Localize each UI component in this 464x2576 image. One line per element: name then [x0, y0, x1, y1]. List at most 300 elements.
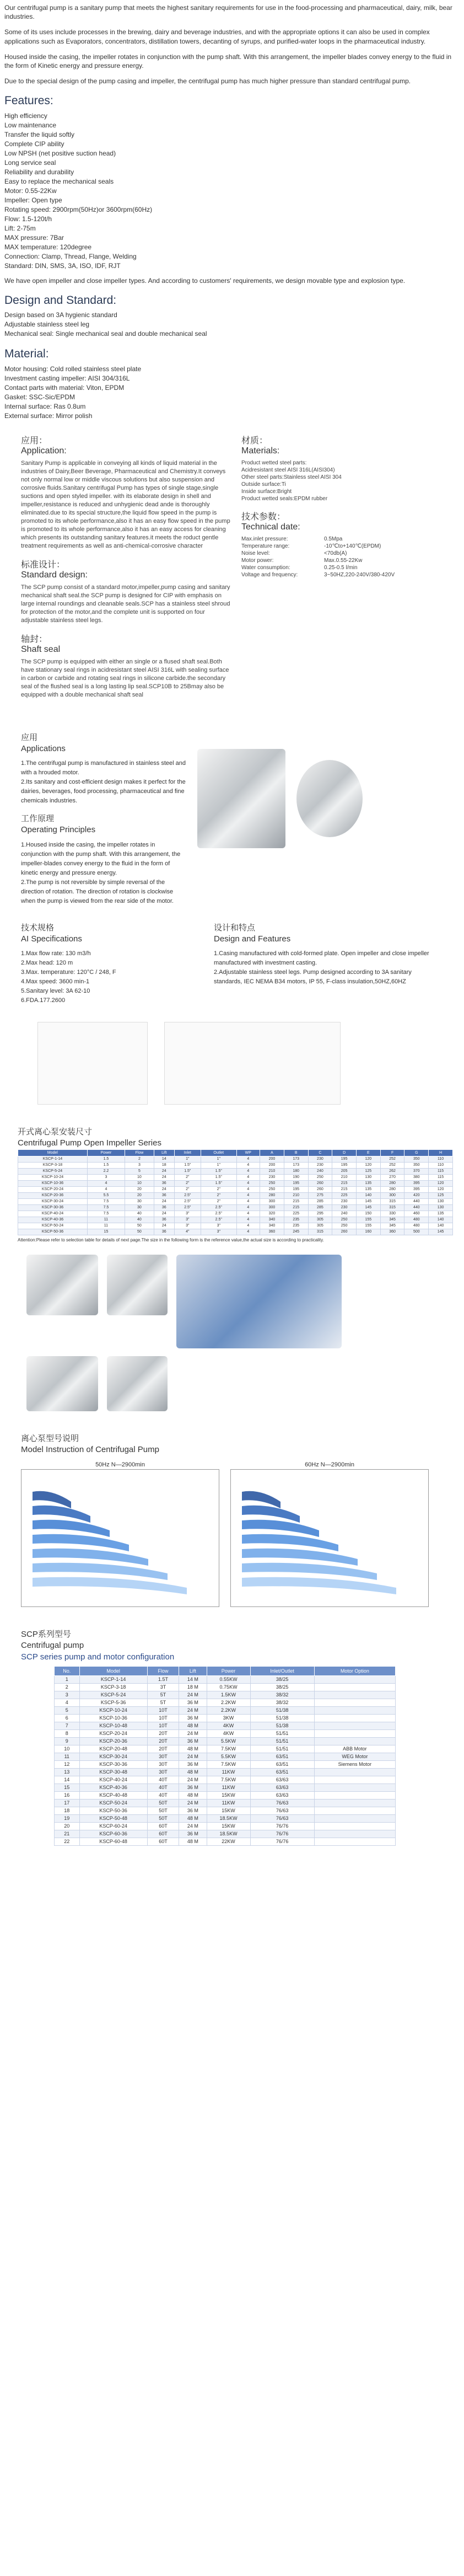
- table-cell: 195: [284, 1186, 308, 1192]
- material-spec-item: Product wetted steel parts:: [241, 459, 307, 466]
- table-cell: KSCP-60-36: [79, 1830, 147, 1838]
- table-cell: 48 M: [179, 1745, 207, 1753]
- table-cell: KSCP-50-24: [79, 1800, 147, 1807]
- table-row: [18, 1168, 453, 1174]
- table-cell: 30: [125, 1204, 154, 1211]
- table-cell: 2.5": [201, 1211, 236, 1217]
- table-cell: 370: [404, 1168, 429, 1174]
- table-cell: 225: [284, 1211, 308, 1217]
- table-cell: 315: [308, 1229, 332, 1235]
- operating-list: [21, 840, 186, 906]
- design-features-list: [214, 949, 434, 987]
- table-cell: 12: [55, 1761, 80, 1769]
- table-cell: 173: [284, 1162, 308, 1168]
- table-cell: 13: [55, 1769, 80, 1776]
- table-cell: 17: [55, 1800, 80, 1807]
- table-cell: 4: [55, 1699, 80, 1707]
- table-row: [55, 1838, 396, 1846]
- table-cell: 250: [260, 1180, 284, 1186]
- table-header-cell: A: [260, 1149, 284, 1156]
- table-cell: [314, 1707, 395, 1715]
- table-cell: KSCP-10-36: [79, 1715, 147, 1722]
- table-cell: KSCP-30-24: [79, 1753, 147, 1761]
- table-row: [55, 1776, 396, 1784]
- table-cell: 1.5T: [147, 1676, 179, 1684]
- material-item: Contact parts with material: Viton, EPDM: [4, 383, 125, 392]
- table-cell: 10: [125, 1174, 154, 1180]
- table-cell: 440: [404, 1204, 429, 1211]
- table-cell: 1.5": [174, 1162, 201, 1168]
- applications-heading-cn: 应用: [21, 732, 38, 742]
- curve-60hz-label: 60Hz N—2900min: [305, 1461, 354, 1469]
- shaft-text: The SCP pump is equipped with either an single or a flused shaft seal.Both have stationary seal rings in acidresistant steel AISI 316L with sealing surface in carbon or carbide and rotating seal rings in silicone carbide.the secondary seal of the flushed seal is a long lasting lip seal.SCP10B to 25Bmay also be equipped with a double mechanical shaft seal: [21, 658, 229, 698]
- specs-heading-cn: 技术规格: [21, 923, 55, 933]
- table-cell: 7.5KW: [207, 1776, 250, 1784]
- tech-row: [241, 550, 451, 557]
- table-cell: 36 M: [179, 1807, 207, 1815]
- table-cell: 395: [404, 1186, 429, 1192]
- table-cell: 110: [429, 1156, 453, 1162]
- table-cell: 20T: [147, 1745, 179, 1753]
- table-cell: KSCP-40-36: [79, 1784, 147, 1792]
- pump-photo: [107, 1255, 168, 1315]
- pump-photo: [197, 749, 285, 848]
- table-row: [18, 1217, 453, 1223]
- table-cell: 120: [357, 1156, 381, 1162]
- table-cell: 7.5KW: [207, 1745, 250, 1753]
- table-cell: 4: [236, 1223, 260, 1229]
- tech-cell: 0.25-0.5 l/min: [324, 564, 358, 571]
- table-cell: 245: [284, 1229, 308, 1235]
- table-row: [18, 1204, 453, 1211]
- table-cell: 240: [308, 1168, 332, 1174]
- table-cell: 140: [429, 1223, 453, 1229]
- table-cell: 7.5: [87, 1204, 125, 1211]
- table-cell: 1.5": [201, 1174, 236, 1180]
- table-cell: 50T: [147, 1800, 179, 1807]
- table-cell: 315: [380, 1198, 404, 1204]
- material-item: External surface: Mirror polish: [4, 411, 93, 420]
- table-cell: [314, 1699, 395, 1707]
- table-header-cell: Power: [207, 1666, 250, 1675]
- table-cell: 340: [260, 1217, 284, 1223]
- table-cell: 252: [380, 1156, 404, 1162]
- table-cell: 1": [201, 1156, 236, 1162]
- feature-item: Standard: DIN, SMS, 3A, ISO, IDF, RJT: [4, 261, 121, 270]
- table1-note: Attention:Please refer to selection table for details of next page.The size in the following form is the reference value,the actual size is according to practicality.: [18, 1237, 324, 1243]
- table-cell: 210: [332, 1174, 357, 1180]
- table-cell: 4: [236, 1156, 260, 1162]
- table-cell: 4: [236, 1174, 260, 1180]
- feature-item: High efficiency: [4, 111, 47, 120]
- design-item: Design based on 3A hygienic standard: [4, 311, 117, 319]
- table-row: [55, 1792, 396, 1800]
- table-cell: 145: [357, 1198, 381, 1204]
- table-cell: 195: [332, 1156, 357, 1162]
- table-cell: 420: [404, 1192, 429, 1198]
- material-list: [4, 365, 454, 421]
- table-cell: 2": [201, 1186, 236, 1192]
- table-cell: KSCP-20-48: [79, 1745, 147, 1753]
- operating-item: 2.The pump is not reversible by simple reversal of the direction of rotation. The direction of rotation is clockwise when the pump is viewed from the rear side of the motor.: [21, 879, 174, 904]
- table-cell: 225: [332, 1192, 357, 1198]
- curve-band: [242, 1577, 396, 1594]
- table-cell: 0.55KW: [207, 1676, 250, 1684]
- table-cell: 15: [87, 1229, 125, 1235]
- table-cell: KSCP-40-24: [18, 1211, 88, 1217]
- table-row: [55, 1753, 396, 1761]
- specs2-section: [4, 923, 454, 1006]
- table-cell: 48 M: [179, 1815, 207, 1823]
- tech-row: [241, 564, 451, 571]
- table-cell: 1.5: [87, 1162, 125, 1168]
- table-cell: KSCP-10-24: [79, 1707, 147, 1715]
- design-feature-item: 1.Casing manufactured with cold-formed plate. Open impeller and close impeller manufactured with investment casting.: [214, 950, 429, 967]
- operating-heading-cn: 工作原理: [21, 814, 55, 824]
- table-cell: 36: [154, 1192, 174, 1198]
- impeller-photo: [296, 760, 363, 837]
- table-cell: 11KW: [207, 1800, 250, 1807]
- table-header-row: [55, 1666, 396, 1675]
- table-cell: 240: [332, 1211, 357, 1217]
- design-features-heading-cn: 设计和特点: [214, 923, 256, 933]
- table2-title-cn: SCP系列型号: [21, 1630, 71, 1640]
- table-row: [55, 1807, 396, 1815]
- table-cell: 300: [380, 1192, 404, 1198]
- spec-item: 2.Max head: 120 m: [21, 960, 73, 967]
- table-cell: [314, 1722, 395, 1730]
- material-heading: Material:: [4, 347, 49, 361]
- table-cell: ABB Motor: [314, 1745, 395, 1753]
- materials-list: [241, 459, 451, 502]
- table-cell: 60T: [147, 1823, 179, 1830]
- table-cell: 300: [260, 1204, 284, 1211]
- table-cell: 2": [174, 1174, 201, 1180]
- table-cell: 262: [380, 1168, 404, 1174]
- intro-paragraph: Due to the special design of the pump casing and impeller, the centrifugal pump has much higher pressure than standard centrifugal pump.: [4, 77, 411, 85]
- table-cell: 280: [380, 1180, 404, 1186]
- table-cell: 150: [357, 1211, 381, 1217]
- table-cell: 3: [125, 1162, 154, 1168]
- spec-section: [4, 436, 454, 699]
- table-cell: 40T: [147, 1784, 179, 1792]
- table-header-cell: D: [332, 1149, 357, 1156]
- photos-row-2: [26, 1356, 454, 1411]
- feature-item: Low maintenance: [4, 121, 57, 129]
- table-cell: 195: [284, 1180, 308, 1186]
- table-cell: 280: [260, 1192, 284, 1198]
- table-row: [18, 1162, 453, 1168]
- feature-item: Easy to replace the mechanical seals: [4, 177, 114, 185]
- feature-item: MAX pressure: 7Bar: [4, 233, 64, 242]
- pump-photo: [26, 1356, 98, 1411]
- table-cell: 22KW: [207, 1838, 250, 1846]
- table-row: [55, 1722, 396, 1730]
- table-cell: 51/38: [250, 1715, 314, 1722]
- table-cell: 18: [55, 1807, 80, 1815]
- table-header-cell: No.: [55, 1666, 80, 1675]
- pump-photo: [107, 1356, 168, 1411]
- table-cell: 2: [125, 1156, 154, 1162]
- design-heading: Design and Standard:: [4, 293, 117, 307]
- table-cell: 173: [284, 1156, 308, 1162]
- table-cell: 3KW: [207, 1715, 250, 1722]
- design-item: Mechanical seal: Single mechanical seal and double mechanical seal: [4, 330, 207, 338]
- design-feature-item: 2.Adjustable stainless steel legs. Pump designed according to 3A sanitary standards, IEC NEMA B34 motors, IP 55, F-class insulation,50HZ,60HZ: [214, 969, 412, 986]
- table-cell: KSCP-40-36: [18, 1217, 88, 1223]
- spec-right-column: [241, 436, 451, 699]
- table-header-cell: H: [429, 1149, 453, 1156]
- material-item: Gasket: SSC-Sic/EPDM: [4, 393, 75, 401]
- table-cell: 270: [380, 1174, 404, 1180]
- table-cell: 18 M: [179, 1684, 207, 1691]
- table-cell: 14: [154, 1156, 174, 1162]
- table-cell: 11KW: [207, 1769, 250, 1776]
- table-cell: 0.75KW: [207, 1684, 250, 1691]
- table-cell: KSCP-20-36: [79, 1738, 147, 1745]
- table-cell: 3: [87, 1174, 125, 1180]
- standard-heading: Standard design:: [21, 570, 88, 580]
- table-cell: 3": [174, 1223, 201, 1229]
- table-cell: 51/51: [250, 1738, 314, 1745]
- tech-cell: Voltage and frequency:: [241, 571, 298, 578]
- table-row: [55, 1691, 396, 1699]
- table-cell: 1.5KW: [207, 1691, 250, 1699]
- table-cell: 24 M: [179, 1776, 207, 1784]
- table-cell: 51/51: [250, 1745, 314, 1753]
- table-cell: 215: [284, 1204, 308, 1211]
- spec-item: 3.Max. temperature: 120°C / 248, F: [21, 969, 116, 976]
- table-cell: 36 M: [179, 1784, 207, 1792]
- table-cell: 230: [308, 1162, 332, 1168]
- table-cell: 16: [55, 1792, 80, 1800]
- table-cell: 24: [154, 1174, 174, 1180]
- table-row: [55, 1676, 396, 1684]
- table-cell: 260: [308, 1180, 332, 1186]
- table-cell: 6: [55, 1715, 80, 1722]
- table-header-cell: Model: [79, 1666, 147, 1675]
- table-cell: 120: [357, 1162, 381, 1168]
- table-cell: 1: [55, 1676, 80, 1684]
- table-cell: KSCP-10-24: [18, 1174, 88, 1180]
- table-header-row: [18, 1149, 453, 1156]
- table-cell: 76/63: [250, 1815, 314, 1823]
- table-row: [18, 1192, 453, 1198]
- table-cell: 1.5": [174, 1168, 201, 1174]
- intro-paragraph: Our centrifugal pump is a sanitary pump that meets the highest sanitary requirements for use in the food-processing and pharmaceutical, dairy, milk, bear industries.: [4, 4, 452, 21]
- table-cell: 285: [308, 1198, 332, 1204]
- feature-item: Low NPSH (net positive suction head): [4, 149, 116, 157]
- table-cell: 345: [380, 1217, 404, 1223]
- table-row: [18, 1156, 453, 1162]
- table-cell: 4: [236, 1217, 260, 1223]
- operating-heading: Operating Principles: [21, 825, 96, 835]
- table-row: [18, 1180, 453, 1186]
- table-cell: [314, 1815, 395, 1823]
- table-cell: 2.2KW: [207, 1699, 250, 1707]
- design-list: [4, 310, 454, 339]
- table1-section: [4, 1127, 454, 1244]
- table-header-cell: E: [357, 1149, 381, 1156]
- design-item: Adjustable stainless steel leg: [4, 320, 90, 329]
- table-cell: 76/63: [250, 1800, 314, 1807]
- table-cell: 4: [236, 1198, 260, 1204]
- pump-photo: [26, 1255, 98, 1315]
- applications-heading: Applications: [21, 743, 66, 753]
- table-cell: 14 M: [179, 1676, 207, 1684]
- table-cell: 24 M: [179, 1823, 207, 1830]
- table-cell: 480: [404, 1223, 429, 1229]
- material-item: Investment casting impeller: AISI 304/316L: [4, 374, 130, 382]
- table1-title-cn: 开式离心泵安装尺寸: [18, 1127, 93, 1137]
- table-cell: 2.5": [174, 1192, 201, 1198]
- table-cell: 38/25: [250, 1676, 314, 1684]
- config-table: [54, 1666, 396, 1846]
- feature-item: MAX temperature: 120degree: [4, 243, 92, 251]
- table-cell: KSCP-20-24: [79, 1730, 147, 1738]
- table-cell: 20: [125, 1192, 154, 1198]
- table-cell: 48 M: [179, 1769, 207, 1776]
- table-cell: 38/25: [250, 1684, 314, 1691]
- application-heading-cn: 应用：: [21, 436, 48, 446]
- table-cell: 250: [260, 1186, 284, 1192]
- table-cell: [314, 1684, 395, 1691]
- design-features-heading: Design and Features: [214, 934, 291, 944]
- table-cell: 252: [380, 1162, 404, 1168]
- table-header-cell: Flow: [147, 1666, 179, 1675]
- table-cell: KSCP-20-36: [18, 1192, 88, 1198]
- features-list: [4, 111, 454, 271]
- table-row: [55, 1684, 396, 1691]
- table-cell: KSCP-1-14: [79, 1676, 147, 1684]
- table-cell: 125: [357, 1168, 381, 1174]
- table-cell: 24: [154, 1186, 174, 1192]
- table-cell: 20: [55, 1823, 80, 1830]
- table-cell: 14: [55, 1776, 80, 1784]
- table-cell: 30T: [147, 1761, 179, 1769]
- table-header-cell: G: [404, 1149, 429, 1156]
- table-cell: 48 M: [179, 1792, 207, 1800]
- tech-row: [241, 571, 451, 579]
- table-cell: KSCP-20-24: [18, 1186, 88, 1192]
- table-cell: 395: [404, 1180, 429, 1186]
- table-cell: 320: [260, 1211, 284, 1217]
- curve-chart-50hz: [21, 1469, 219, 1607]
- table-cell: 350: [404, 1156, 429, 1162]
- table-cell: WEG Motor: [314, 1753, 395, 1761]
- table-cell: 4: [236, 1180, 260, 1186]
- application-item: 2.Its sanitary and cost-efficient design makes it perfect for the dairies, beverages, food processing, pharmaceutical and fine chemicals industries.: [21, 779, 186, 805]
- applications-section: [4, 732, 454, 906]
- table-cell: 19: [55, 1815, 80, 1823]
- table-cell: 4: [236, 1192, 260, 1198]
- table-header-cell: Model: [18, 1149, 88, 1156]
- table-cell: 24 M: [179, 1800, 207, 1807]
- table-cell: 7.5: [87, 1198, 125, 1204]
- table-cell: 125: [429, 1192, 453, 1198]
- table-cell: 200: [260, 1156, 284, 1162]
- table-cell: 76/63: [250, 1807, 314, 1815]
- table-cell: 1.5": [201, 1180, 236, 1186]
- tech-list: [241, 535, 451, 579]
- table-header-cell: F: [380, 1149, 404, 1156]
- table-cell: 20: [125, 1186, 154, 1192]
- table-cell: 115: [429, 1168, 453, 1174]
- table-cell: [314, 1769, 395, 1776]
- table-cell: [314, 1823, 395, 1830]
- table-row: [55, 1707, 396, 1715]
- table-cell: 22: [55, 1838, 80, 1846]
- table-cell: 51/51: [250, 1730, 314, 1738]
- table-cell: 10: [55, 1745, 80, 1753]
- table-cell: 2": [201, 1192, 236, 1198]
- parameter-table: [18, 1149, 453, 1235]
- table-cell: 11: [87, 1223, 125, 1229]
- table-cell: 15: [55, 1784, 80, 1792]
- table-cell: KSCP-50-24: [18, 1223, 88, 1229]
- table-cell: KSCP-10-36: [18, 1180, 88, 1186]
- table-cell: 20T: [147, 1738, 179, 1745]
- material-spec-item: Outside surface:Ti: [241, 481, 286, 488]
- features-note: We have open impeller and close impeller types. And according to customers' requirements, we design movable type and explosion type.: [4, 276, 406, 285]
- table-cell: 21: [55, 1830, 80, 1838]
- intro-paragraph: Some of its uses include processes in the brewing, dairy and beverage industries, and with the appropriate options it can also be used in complex applications such as Evaporators, concentrators, distillation towers, decanting of syrups, and purified-water loops in the pharmaceutical industry.: [4, 28, 430, 45]
- table-cell: KSCP-5-24: [79, 1691, 147, 1699]
- table-header-cell: C: [308, 1149, 332, 1156]
- table-header-cell: Outlet: [201, 1149, 236, 1156]
- table-cell: 135: [357, 1186, 381, 1192]
- material-spec-item: Product wetted seals:EPDM rubber: [241, 495, 328, 502]
- table-cell: 30: [125, 1198, 154, 1204]
- table-cell: KSCP-30-36: [79, 1761, 147, 1769]
- material-item: Motor housing: Cold rolled stainless steel plate: [4, 365, 142, 373]
- shaft-heading-cn: 轴封：: [21, 634, 48, 644]
- tech-cell: -10℃to+140℃(EPDM): [324, 543, 381, 549]
- table-cell: 315: [380, 1204, 404, 1211]
- table-cell: 36 M: [179, 1699, 207, 1707]
- table-cell: 260: [308, 1186, 332, 1192]
- spec-item: 6.FDA.177.2600: [21, 997, 66, 1004]
- table-cell: 11: [55, 1753, 80, 1761]
- table-cell: KSCP-10-48: [79, 1722, 147, 1730]
- table-cell: [314, 1830, 395, 1838]
- tech-cell: Noise level:: [241, 550, 270, 556]
- table-cell: 76/76: [250, 1830, 314, 1838]
- table-cell: 36 M: [179, 1715, 207, 1722]
- table-cell: 7: [55, 1722, 80, 1730]
- table-cell: 330: [380, 1211, 404, 1217]
- table-cell: 18.5KW: [207, 1830, 250, 1838]
- table-header-cell: B: [284, 1149, 308, 1156]
- table-cell: 36: [154, 1217, 174, 1223]
- table-row: [55, 1769, 396, 1776]
- tech-cell: Motor power:: [241, 557, 274, 564]
- table-cell: 295: [308, 1211, 332, 1217]
- table-cell: 145: [429, 1229, 453, 1235]
- tech-cell: Water consumption:: [241, 564, 290, 571]
- table-cell: 63/51: [250, 1769, 314, 1776]
- feature-item: Motor: 0.55-22Kw: [4, 186, 57, 195]
- curve-50hz-label: 50Hz N—2900min: [95, 1461, 145, 1469]
- table-cell: 4: [87, 1180, 125, 1186]
- curves-section: [4, 1433, 454, 1607]
- table-cell: 11: [87, 1217, 125, 1223]
- table-cell: 210: [284, 1192, 308, 1198]
- table-cell: 1.5: [87, 1156, 125, 1162]
- table-cell: 38/32: [250, 1691, 314, 1699]
- table-cell: 230: [260, 1174, 284, 1180]
- table-row: [55, 1784, 396, 1792]
